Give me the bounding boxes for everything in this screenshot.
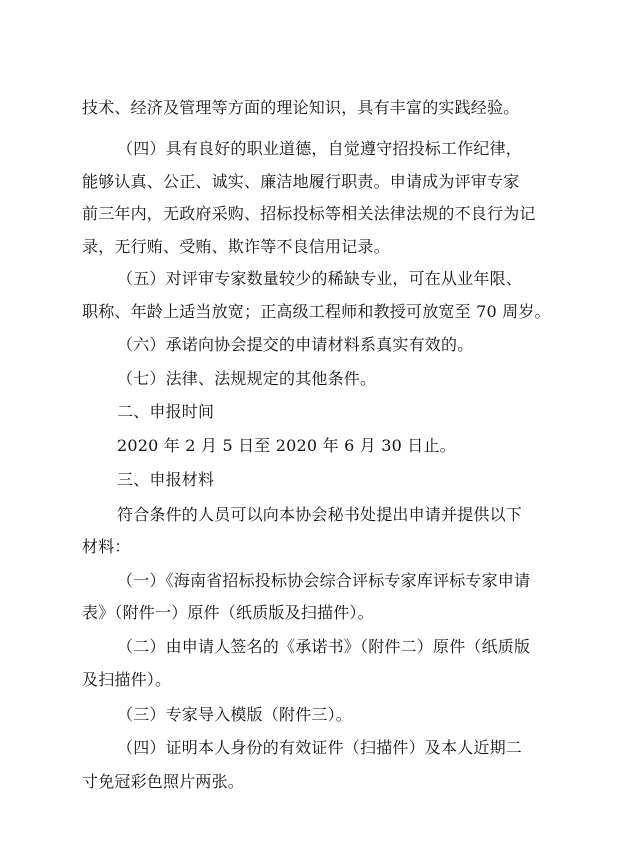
text-line: （二）由申请人签名的《承诺书》（附件二）原件（纸质版 <box>117 637 531 656</box>
text-line: 2020 年 2 月 5 日至 2020 年 6 月 30 日止。 <box>117 436 456 455</box>
text-line: 职称、年龄上适当放宽；正高级工程师和教授可放宽至 70 周岁。 <box>82 302 551 321</box>
text-line: 能够认真、公正、诚实、廉洁地履行职责。申请成为评审专家 <box>82 172 520 191</box>
text-line: （四）证明本人身份的有效证件（扫描件）及本人近期二 <box>117 738 523 757</box>
text-line: （五）对评审专家数量较少的稀缺专业，可在从业年限、 <box>117 269 523 288</box>
text-line: 录，无行贿、受贿、欺诈等不良信用记录。 <box>82 237 390 256</box>
text-line: 前三年内，无政府采购、招标投标等相关法律法规的不良行为记 <box>82 204 536 223</box>
text-line: 及扫描件）。 <box>82 670 172 689</box>
text-line: 符合条件的人员可以向本协会秘书处提出申请并提供以下 <box>117 505 523 524</box>
text-line: 寸免冠彩色照片两张。 <box>82 772 245 791</box>
text-line: 技术、经济及管理等方面的理论知识，具有丰富的实践经验。 <box>82 98 520 117</box>
text-line: 表》（附件一）原件（纸质版及扫描件）。 <box>82 603 374 622</box>
section-heading: 二、申报时间 <box>117 402 215 421</box>
text-line: 材料： <box>82 537 131 556</box>
text-line: （三）专家导入模版（附件三）。 <box>117 705 353 724</box>
text-line: （七）法律、法规规定的其他条件。 <box>117 369 377 388</box>
text-line: （四）具有良好的职业道德，自觉遵守招投标工作纪律， <box>117 139 523 158</box>
text-line: （六）承诺向协会提交的申请材料系真实有效的。 <box>117 335 474 354</box>
text-line: （一）《海南省招标投标协会综合评标专家库评标专家申请 <box>117 571 531 590</box>
section-heading: 三、申报材料 <box>117 470 215 489</box>
